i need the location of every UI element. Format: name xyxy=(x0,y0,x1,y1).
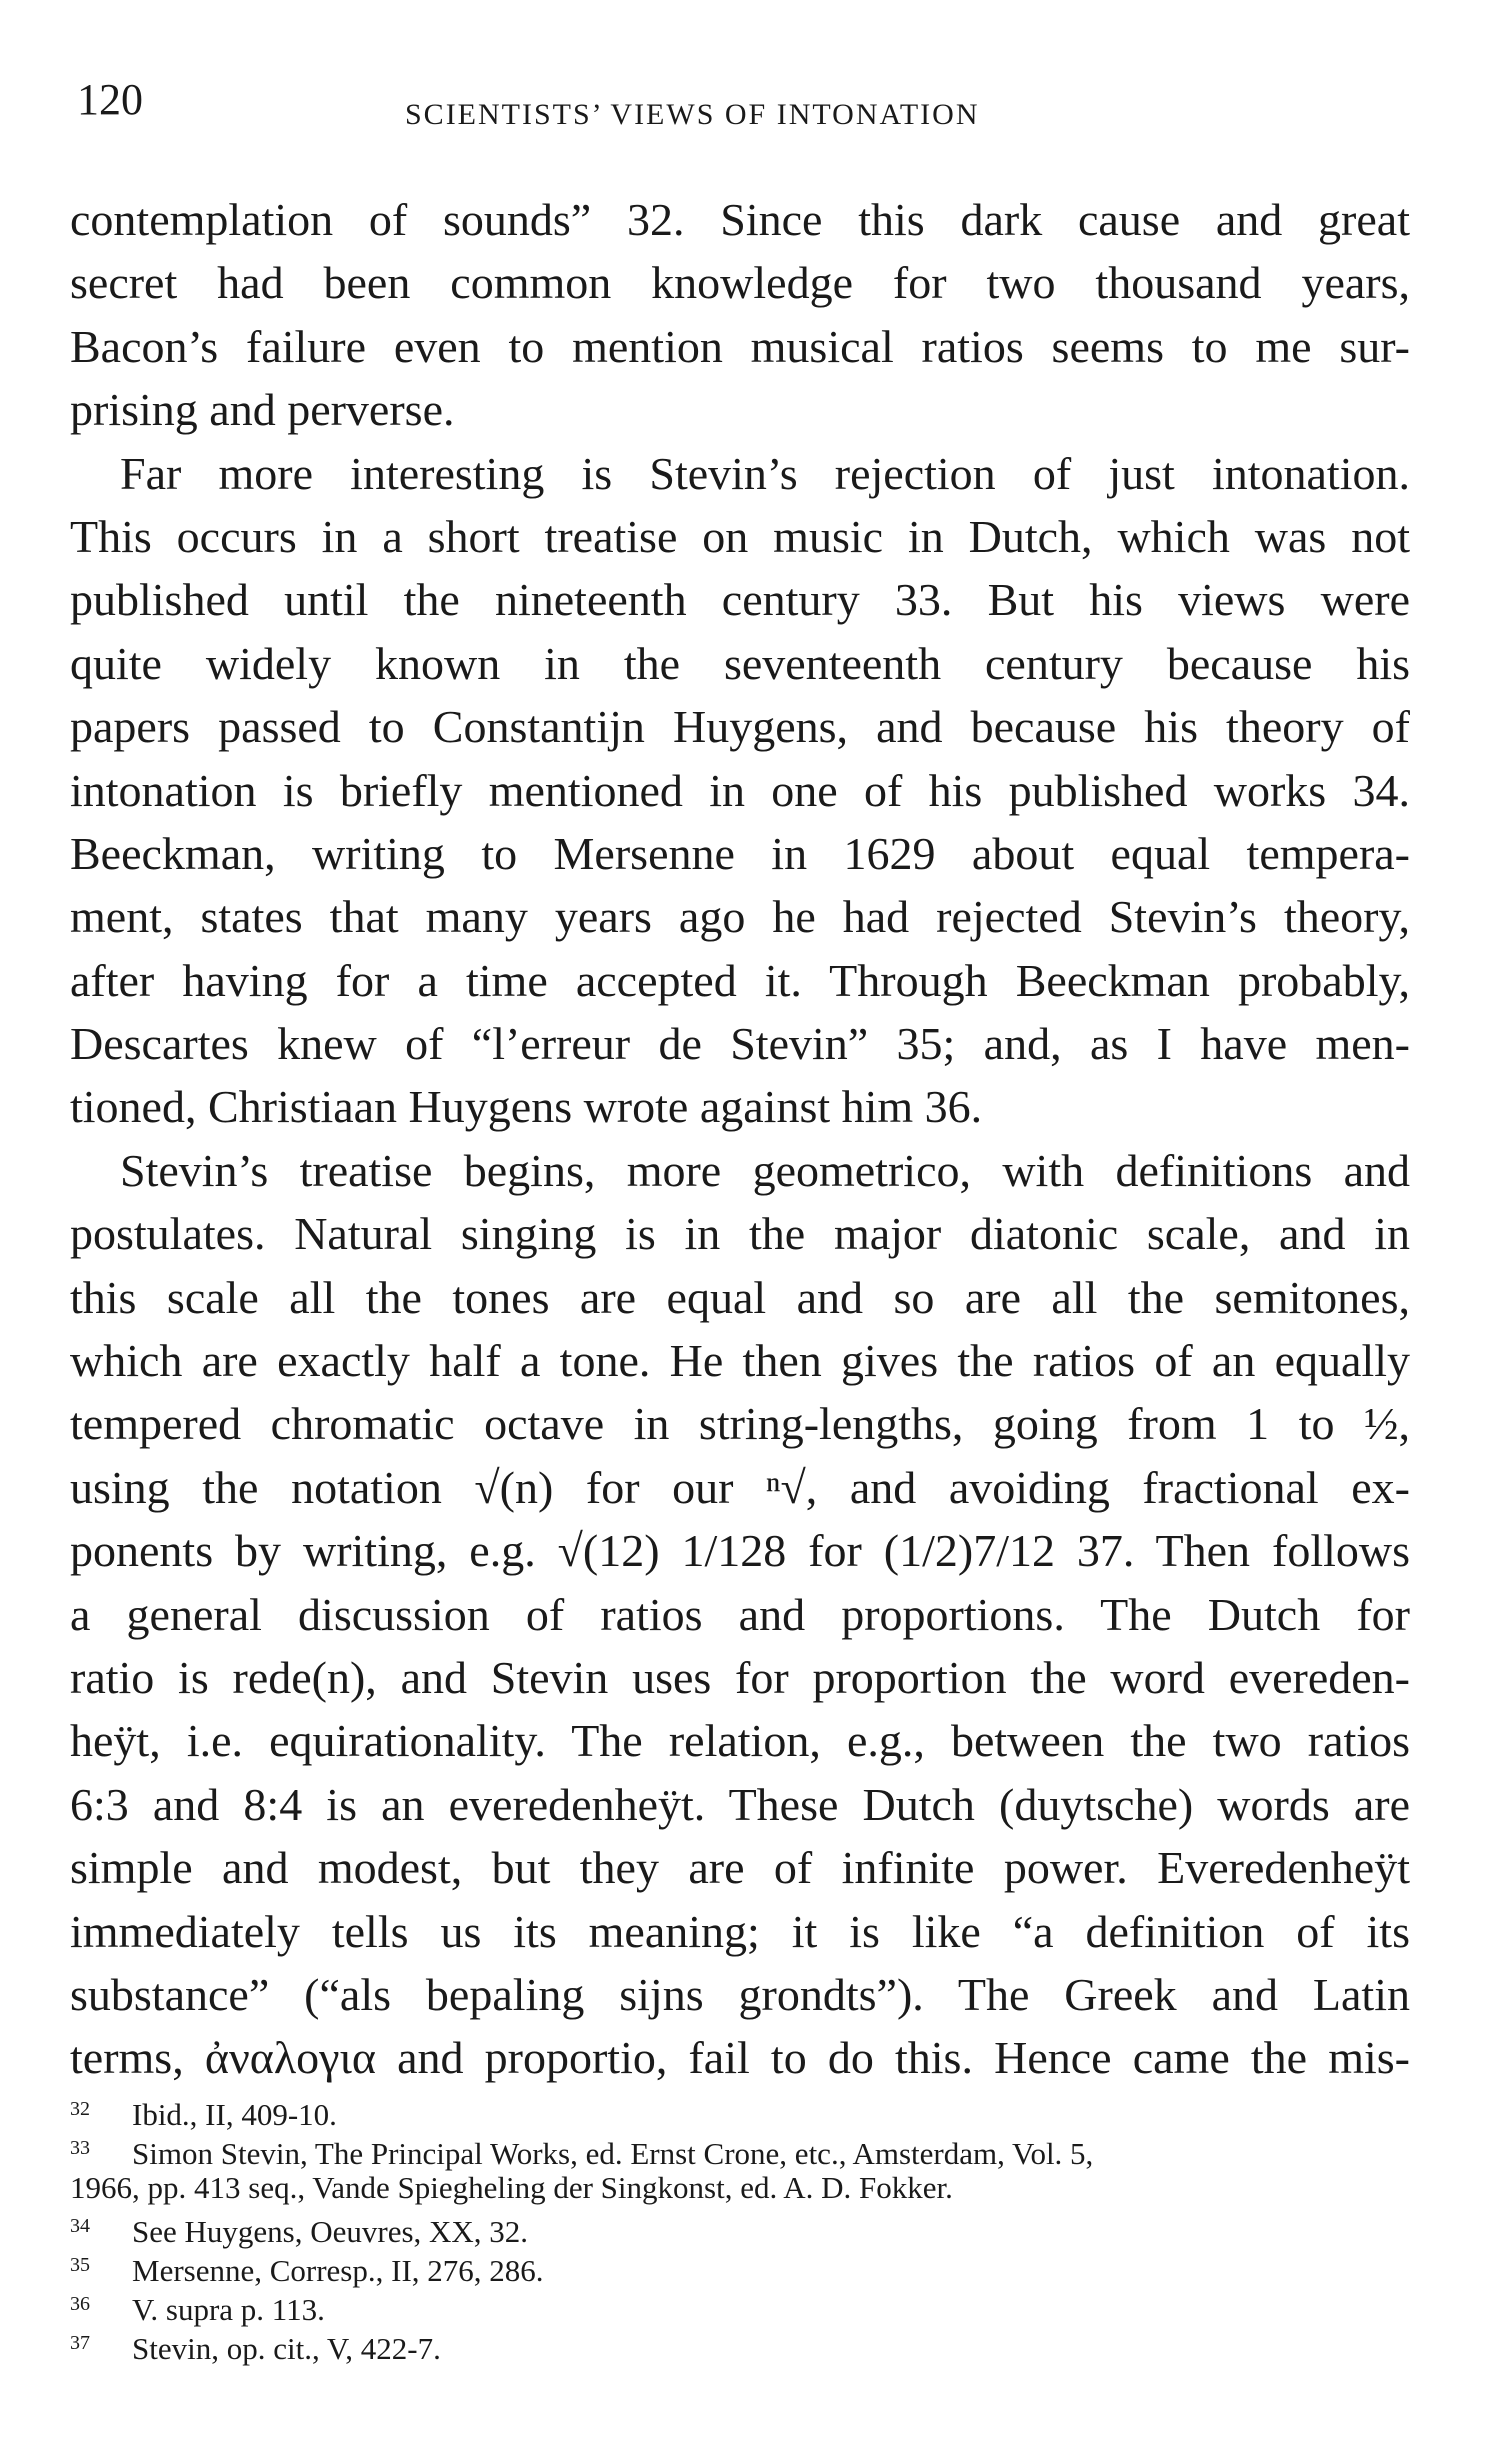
text-line: terms, ἀναλογια and proportio, fail to do this. Hence came the mis- xyxy=(70,2032,1410,2084)
text-line: Descartes knew of “l’erreur de Stevin” 35; and, as I have men- xyxy=(70,1018,1410,1070)
text-line: tioned, Christiaan Huygens wrote against him 36. xyxy=(70,1081,983,1133)
text-line: this scale all the tones are equal and so are all the semitones, xyxy=(70,1271,1410,1323)
body-text xyxy=(70,188,1410,2090)
text-line: ratio is rede(n), and Stevin uses for proportion the word evereden- xyxy=(70,1651,1410,1703)
text-line: heÿt, i.e. equirationality. The relation, e.g., between the two ratios xyxy=(70,1715,1410,1767)
text-line: ponents by writing, e.g. √(12) 1/128 for (1/2)7/12 37. Then follows xyxy=(70,1525,1410,1577)
text-line: substance” (“als bepaling sijns grondts”). The Greek and Latin xyxy=(70,1968,1410,2020)
text-line: secret had been common knowledge for two thousand years, xyxy=(70,257,1410,309)
text-line: intonation is briefly mentioned in one of his published works 34. xyxy=(70,764,1410,816)
text-line: a general discussion of ratios and proportions. The Dutch for xyxy=(70,1588,1410,1640)
text-line: using the notation √(n) for our ⁿ√, and avoiding fractional ex- xyxy=(70,1461,1410,1513)
text-line: This occurs in a short treatise on music in Dutch, which was not xyxy=(70,510,1410,562)
text-line: papers passed to Constantijn Huygens, and because his theory of xyxy=(70,701,1410,753)
footnote-text: Ibid., II, 409-10. xyxy=(132,2097,337,2132)
footnote-number: 35 xyxy=(70,2254,90,2276)
footnote-text: Stevin, op. cit., V, 422-7. xyxy=(132,2331,441,2366)
text-line: Bacon’s failure even to mention musical ratios seems to me sur- xyxy=(70,320,1410,372)
text-line: postulates. Natural singing is in the major diatonic scale, and in xyxy=(70,1208,1410,1260)
footnote-text: V. supra p. 113. xyxy=(132,2292,325,2327)
footnotes xyxy=(70,2090,1410,2366)
footnote xyxy=(70,2324,1410,2366)
footnote xyxy=(70,2285,1410,2327)
text-line: published until the nineteenth century 33. But his views were xyxy=(70,574,1410,626)
footnote xyxy=(70,2207,1410,2249)
text-line: prising and perverse. xyxy=(70,384,455,436)
text-line: contemplation of sounds” 32. Since this dark cause and great xyxy=(70,194,1410,245)
text-line: immediately tells us its meaning; it is like “a definition of its xyxy=(70,1905,1410,1957)
footnote-text: See Huygens, Oeuvres, XX, 32. xyxy=(132,2214,529,2249)
page-number: 120 xyxy=(77,75,143,124)
footnote-number: 37 xyxy=(70,2332,90,2354)
text-line: 6:3 and 8:4 is an everedenheÿt. These Dutch (duytsche) words are xyxy=(70,1778,1410,1830)
footnote-number: 36 xyxy=(70,2293,90,2315)
footnote-text: 1966, pp. 413 seq., Vande Spiegheling der Singkonst, ed. A. D. Fokker. xyxy=(70,2170,953,2205)
text-line: which are exactly half a tone. He then gives the ratios of an equally xyxy=(70,1335,1410,1387)
text-line: after having for a time accepted it. Through Beeckman probably, xyxy=(70,954,1410,1006)
text-line: Stevin’s treatise begins, more geometrico, with definitions and xyxy=(120,1144,1410,1196)
footnote xyxy=(70,2090,1410,2132)
text-line: tempered chromatic octave in string-lengths, going from 1 to ½, xyxy=(70,1398,1410,1450)
footnote-number: 32 xyxy=(70,2098,90,2120)
text-line: quite widely known in the seventeenth century because his xyxy=(70,637,1410,689)
footnote xyxy=(70,2129,1410,2171)
text-line: simple and modest, but they are of infinite power. Everedenheÿt xyxy=(70,1842,1410,1894)
text-line: Beeckman, writing to Mersenne in 1629 about equal tempera- xyxy=(70,827,1410,879)
footnote xyxy=(70,2246,1410,2288)
footnote-text: Simon Stevin, The Principal Works, ed. Ernst Crone, etc., Amsterdam, Vol. 5, xyxy=(132,2136,1094,2171)
footnote-number: 34 xyxy=(70,2215,90,2237)
footnote-number: 33 xyxy=(70,2137,90,2159)
running-head: SCIENTISTS’ VIEWS OF INTONATION xyxy=(405,98,980,131)
text-line: Far more interesting is Stevin’s rejection of just intonation. xyxy=(120,447,1410,499)
footnote-text: Mersenne, Corresp., II, 276, 286. xyxy=(132,2253,544,2288)
footnote-continuation xyxy=(70,2168,1410,2207)
text-line: ment, states that many years ago he had rejected Stevin’s theory, xyxy=(70,891,1410,943)
